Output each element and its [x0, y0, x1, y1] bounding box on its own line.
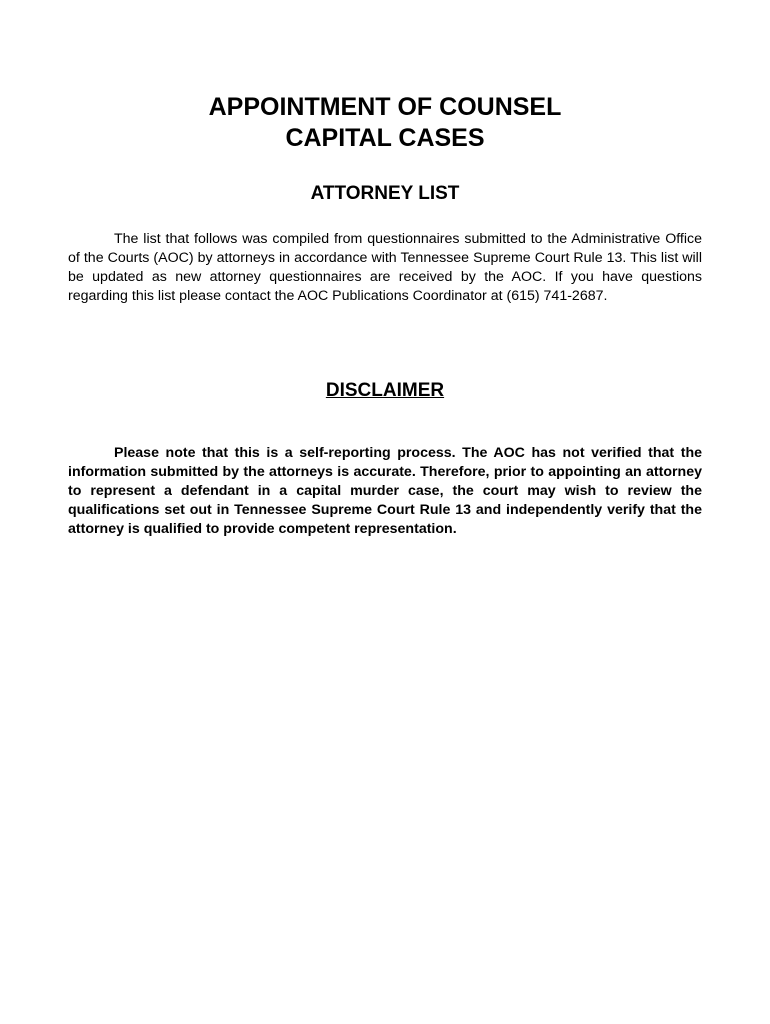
disclaimer-paragraph: Please note that this is a self-reporting process. The AOC has not verified that the information submitted by the attorneys is accurate. Therefore, prior to appointing an attorney to represent a defendant in a capital murder case, the court may wish to review the qualifications set out in Tennessee Supreme Court Rule 13 and independently verify that the attorney is qualified to provide competent representation. [68, 445, 702, 537]
page-title [0, 92, 770, 154]
title-line-2: CAPITAL CASES [285, 124, 485, 152]
intro-paragraph: The list that follows was compiled from questionnaires submitted to the Administrative Office of the Courts (AOC) by attorneys in accordance with Tennessee Supreme Court Rule 13. This list will be updated as new attorney questionnaires are received by the AOC. If you have questions regarding this list please contact the AOC Publications Coordinator at (615) 741-2687. [68, 231, 702, 304]
title-line-1: APPOINTMENT OF COUNSEL [208, 93, 562, 121]
section-heading-attorney-list: ATTORNEY LIST [310, 183, 460, 204]
section-heading-disclaimer: DISCLAIMER [325, 380, 445, 401]
